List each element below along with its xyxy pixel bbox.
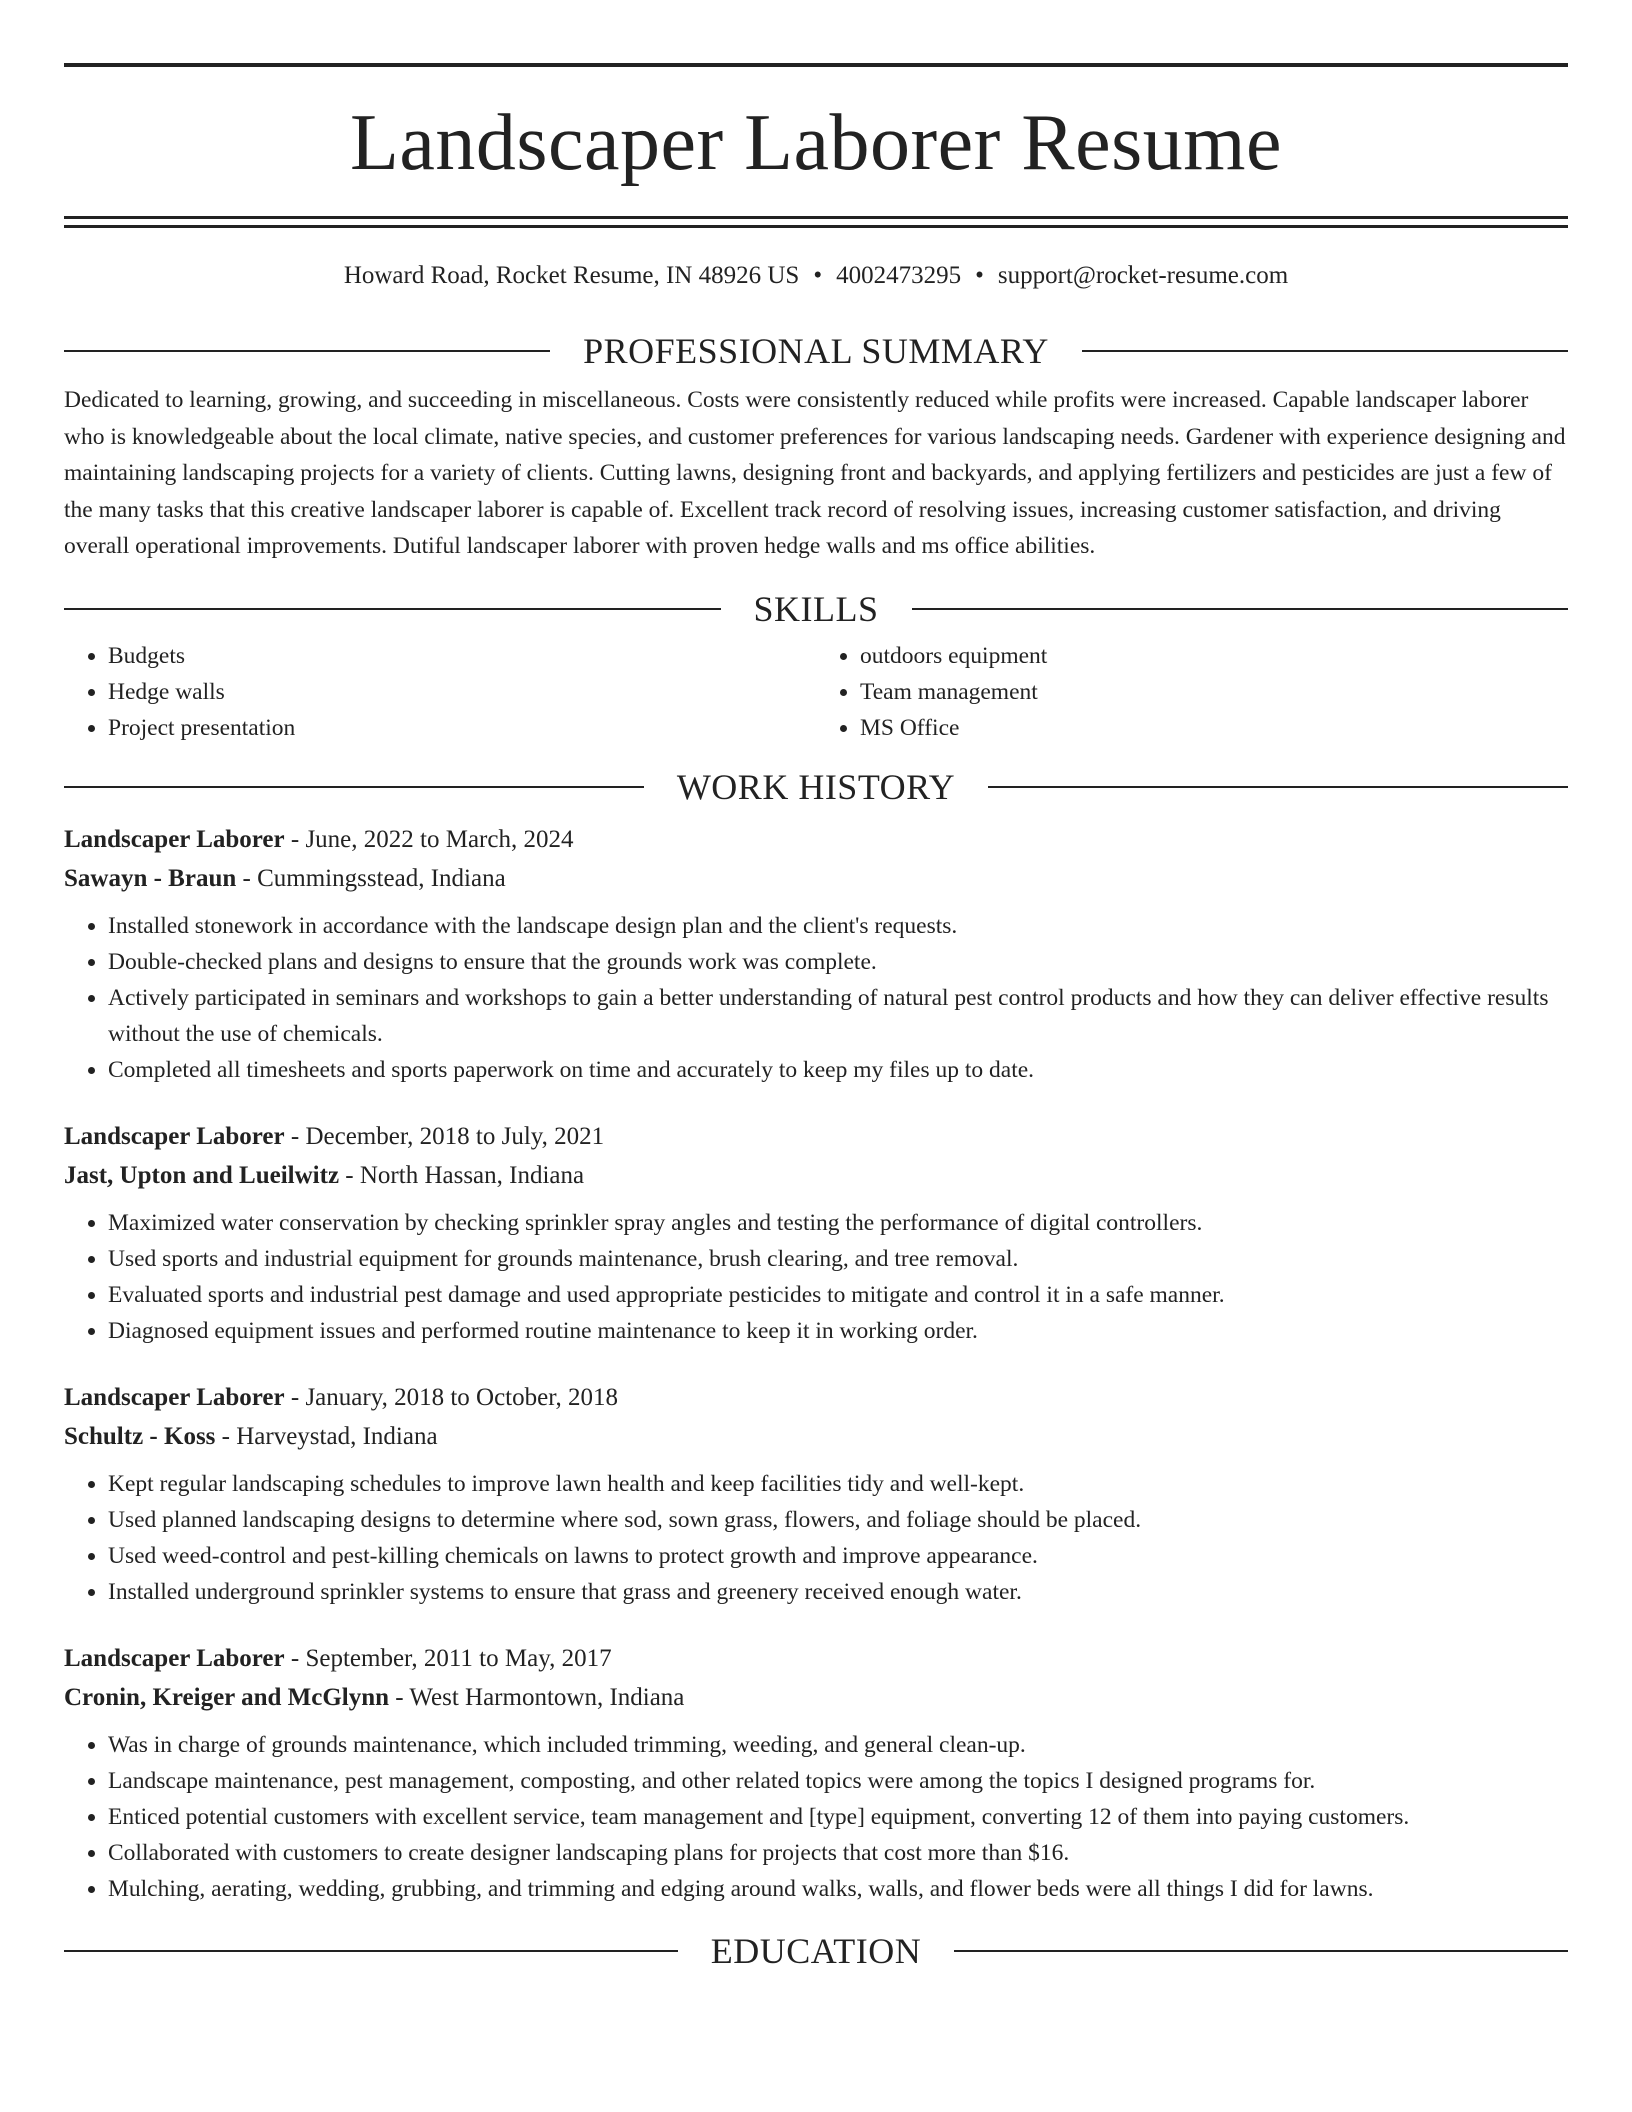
contact-line <box>64 261 1568 291</box>
job-company-line <box>64 859 1568 898</box>
heading-rule-left <box>64 786 644 788</box>
summary-text: Dedicated to learning, growing, and succeeding in miscellaneous. Costs were consistently reduced while profits were increased. Capable landscaper laborer who is knowledgeable about the local climate, native species, and customer preferences for various landscaping needs. Gardener with experience designing and maintaining landscaping projects for a variety of clients. Cutting lawns, designing front and backyards, and applying fertilizers and pesticides are just a few of the many tasks that this creative landscaper laborer is capable of. Excellent track record of resolving issues, increasing customer satisfaction, and driving overall operational improvements. Dutiful landscaper laborer with proven hedge walls and ms office abilities. <box>64 387 1566 559</box>
job-dates: - January, 2018 to October, 2018 <box>290 1383 619 1411</box>
heading-rule-right <box>954 1950 1568 1952</box>
work-heading-label: WORK HISTORY <box>676 766 956 807</box>
skill-item: • Team management <box>860 674 1568 710</box>
job-location: - Harveystad, Indiana <box>221 1422 438 1450</box>
job-bullet: • Completed all timesheets and sports paperwork on time and accurately to keep my files up to date. <box>108 1052 1568 1088</box>
job-company: Schultz - Koss <box>64 1422 216 1450</box>
contact-separator: • <box>975 262 984 289</box>
skill-item: • outdoors equipment <box>860 638 1568 674</box>
job-bullet: • Evaluated sports and industrial pest damage and used appropriate pesticides to mitigate and control it in a safe manner. <box>108 1277 1568 1313</box>
contact-phone: 4002473295 <box>836 262 962 289</box>
skill-item: • Hedge walls <box>108 674 816 710</box>
contact-separator: • <box>813 262 823 289</box>
heading-rule-right <box>1082 350 1568 352</box>
job-bullet: • Mulching, aerating, wedding, grubbing, and trimming and edging around walks, walls, and flower beds were all things I did for lawns. <box>108 1871 1568 1907</box>
job-company-line <box>64 1417 1568 1456</box>
page-title: Landscaper Laborer Resume <box>349 99 1283 187</box>
job-bullet: • Diagnosed equipment issues and performed routine maintenance to keep it in working order. <box>108 1313 1568 1349</box>
job-title: Landscaper Laborer <box>64 1122 285 1150</box>
job-dates: - December, 2018 to July, 2021 <box>290 1122 605 1150</box>
job-bullets <box>64 1466 1568 1610</box>
contact-email[interactable]: support@rocket-resume.com <box>997 262 1289 289</box>
job-bullet: • Collaborated with customers to create designer landscaping plans for projects that cost more than $16. <box>108 1835 1568 1871</box>
job-entry <box>64 1639 1568 1907</box>
job-bullets <box>64 908 1568 1088</box>
job-bullet: • Used planned landscaping designs to determine where sod, sown grass, flowers, and foliage should be placed. <box>108 1502 1568 1538</box>
job-bullet: • Double-checked plans and designs to ensure that the grounds work was complete. <box>108 944 1568 980</box>
skills-list <box>64 638 1568 746</box>
job-entry <box>64 820 1568 1088</box>
skills-column-left <box>64 638 816 746</box>
job-title-line <box>64 1117 1568 1156</box>
job-location: - West Harmontown, Indiana <box>395 1683 685 1711</box>
job-company-line <box>64 1156 1568 1195</box>
heading-rule-left <box>64 350 550 352</box>
resume-page <box>64 0 1568 1972</box>
heading-rule-left <box>64 608 721 610</box>
job-bullet: • Landscape maintenance, pest management, composting, and other related topics were among the topics I designed programs for. <box>108 1763 1568 1799</box>
job-title-line <box>64 1639 1568 1678</box>
heading-rule-right <box>988 786 1568 788</box>
education-section-heading <box>64 1930 1568 1972</box>
title-top-rule <box>64 63 1568 67</box>
job-bullet: • Maximized water conservation by checking sprinkler spray angles and testing the performance of digital controllers. <box>108 1205 1568 1241</box>
job-bullet: • Used weed-control and pest-killing chemicals on lawns to protect growth and improve appearance. <box>108 1538 1568 1574</box>
job-title: Landscaper Laborer <box>64 825 285 853</box>
job-entry <box>64 1117 1568 1349</box>
work-section-heading <box>64 766 1568 808</box>
job-company: Jast, Upton and Lueilwitz <box>64 1161 340 1189</box>
job-company: Sawayn - Braun <box>64 864 237 892</box>
job-title: Landscaper Laborer <box>64 1644 285 1672</box>
heading-rule-left <box>64 1950 678 1952</box>
skills-heading-label: SKILLS <box>753 588 879 629</box>
job-bullets <box>64 1205 1568 1349</box>
job-dates: - September, 2011 to May, 2017 <box>290 1644 612 1672</box>
education-heading-label: EDUCATION <box>710 1930 922 1971</box>
job-bullet: • Enticed potential customers with excellent service, team management and [type] equipment, converting 12 of them into paying customers. <box>108 1799 1568 1835</box>
summary-section-heading <box>64 330 1568 372</box>
job-title: Landscaper Laborer <box>64 1383 285 1411</box>
heading-rule-right <box>912 608 1569 610</box>
job-entry <box>64 1378 1568 1610</box>
title-bottom-double-rule <box>64 216 1568 228</box>
job-bullet: • Installed underground sprinkler systems to ensure that grass and greenery received enough water. <box>108 1574 1568 1610</box>
skill-item: • Project presentation <box>108 710 816 746</box>
job-location: - Cummingsstead, Indiana <box>242 864 506 892</box>
skills-column-right <box>816 638 1568 746</box>
job-bullet: • Kept regular landscaping schedules to improve lawn health and keep facilities tidy and well-kept. <box>108 1466 1568 1502</box>
job-company-line <box>64 1678 1568 1717</box>
summary-heading-label: PROFESSIONAL SUMMARY <box>583 331 1049 371</box>
skill-item: • MS Office <box>860 710 1568 746</box>
skill-item: • Budgets <box>108 638 816 674</box>
job-bullets <box>64 1727 1568 1907</box>
job-company: Cronin, Kreiger and McGlynn <box>64 1683 390 1711</box>
job-bullet: • Used sports and industrial equipment for grounds maintenance, brush clearing, and tree removal. <box>108 1241 1568 1277</box>
skills-section-heading <box>64 588 1568 630</box>
contact-address: Howard Road, Rocket Resume, IN 48926 US <box>343 262 800 289</box>
job-title-line <box>64 820 1568 859</box>
job-bullet: • Was in charge of grounds maintenance, which included trimming, weeding, and general clean-up. <box>108 1727 1568 1763</box>
job-bullet: • Actively participated in seminars and workshops to gain a better understanding of natural pest control products and how they can deliver effective results without the use of chemicals. <box>108 980 1568 1052</box>
job-bullet: • Installed stonework in accordance with the landscape design plan and the client's requests. <box>108 908 1568 944</box>
job-title-line <box>64 1378 1568 1417</box>
job-location: - North Hassan, Indiana <box>345 1161 585 1189</box>
job-dates: - June, 2022 to March, 2024 <box>290 825 574 853</box>
